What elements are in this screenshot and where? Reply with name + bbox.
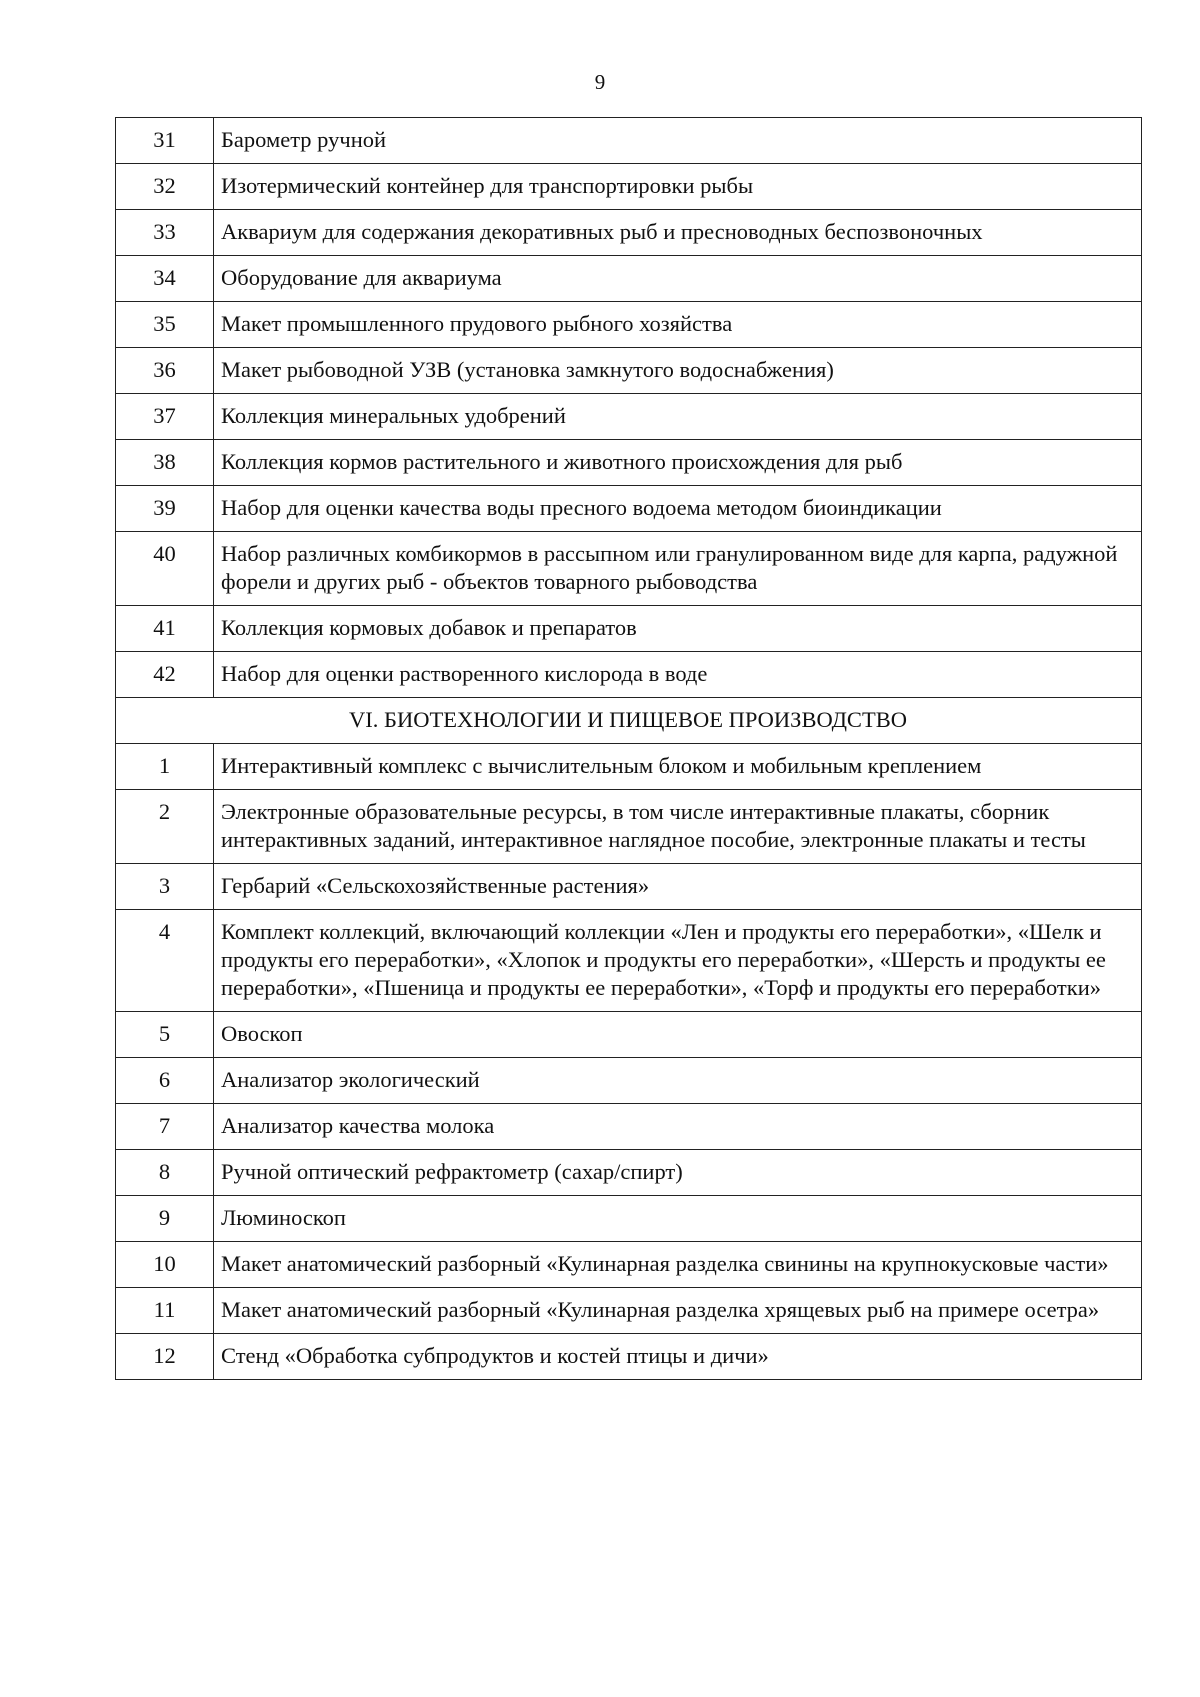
item-name: Изотермический контейнер для транспортировки рыбы — [214, 164, 1142, 210]
table-row — [116, 302, 1142, 348]
item-name: Макет промышленного прудового рыбного хозяйства — [214, 302, 1142, 348]
table-row — [116, 1058, 1142, 1104]
table-row — [116, 606, 1142, 652]
item-number: 39 — [116, 486, 214, 532]
item-name: Комплект коллекций, включающий коллекции «Лен и продукты его переработки», «Шелк и продукты его переработки», «Хлопок и продукты его переработки», «Шерсть и продукты ее переработки», «Пшеница и продукты ее переработки», «Торф и продукты его переработки» — [214, 910, 1142, 1012]
item-name: Набор для оценки качества воды пресного водоема методом биоиндикации — [214, 486, 1142, 532]
item-number: 8 — [116, 1150, 214, 1196]
item-name: Электронные образовательные ресурсы, в том числе интерактивные плакаты, сборник интерактивных заданий, интерактивное наглядное пособие, электронные плакаты и тесты — [214, 790, 1142, 864]
item-number: 10 — [116, 1242, 214, 1288]
item-name: Набор для оценки растворенного кислорода в воде — [214, 652, 1142, 698]
item-number: 7 — [116, 1104, 214, 1150]
item-number: 37 — [116, 394, 214, 440]
table-row — [116, 1288, 1142, 1334]
item-name: Анализатор экологический — [214, 1058, 1142, 1104]
item-number: 6 — [116, 1058, 214, 1104]
page-number: 9 — [594, 70, 606, 94]
table-row — [116, 790, 1142, 864]
table-row — [116, 348, 1142, 394]
item-name: Макет анатомический разборный «Кулинарная разделка свинины на крупнокусковые части» — [214, 1242, 1142, 1288]
item-number: 35 — [116, 302, 214, 348]
table-row — [116, 164, 1142, 210]
table-row — [116, 1012, 1142, 1058]
item-number: 12 — [116, 1334, 214, 1380]
table-row — [116, 1196, 1142, 1242]
table-row — [116, 440, 1142, 486]
item-name: Люминоскоп — [214, 1196, 1142, 1242]
item-name: Макет рыбоводной УЗВ (установка замкнутого водоснабжения) — [214, 348, 1142, 394]
item-name: Интерактивный комплекс с вычислительным блоком и мобильным креплением — [214, 744, 1142, 790]
section-heading: VI. БИОТЕХНОЛОГИИ И ПИЩЕВОЕ ПРОИЗВОДСТВО — [116, 698, 1142, 744]
item-number: 31 — [116, 118, 214, 164]
item-name: Гербарий «Сельскохозяйственные растения» — [214, 864, 1142, 910]
item-number: 5 — [116, 1012, 214, 1058]
item-number: 1 — [116, 744, 214, 790]
item-name: Коллекция кормов растительного и животного происхождения для рыб — [214, 440, 1142, 486]
item-name: Макет анатомический разборный «Кулинарная разделка хрящевых рыб на примере осетра» — [214, 1288, 1142, 1334]
item-name: Овоскоп — [214, 1012, 1142, 1058]
table-row — [116, 256, 1142, 302]
item-number: 32 — [116, 164, 214, 210]
item-name: Ручной оптический рефрактометр (сахар/спирт) — [214, 1150, 1142, 1196]
table-row — [116, 1150, 1142, 1196]
item-number: 4 — [116, 910, 214, 1012]
item-number: 34 — [116, 256, 214, 302]
item-number: 9 — [116, 1196, 214, 1242]
section-heading-row — [116, 698, 1142, 744]
table-row — [116, 532, 1142, 606]
table-row — [116, 652, 1142, 698]
item-name: Коллекция минеральных удобрений — [214, 394, 1142, 440]
item-number: 33 — [116, 210, 214, 256]
equipment-table-body — [116, 118, 1142, 1380]
item-name: Коллекция кормовых добавок и препаратов — [214, 606, 1142, 652]
item-name: Набор различных комбикормов в рассыпном или гранулированном виде для карпа, радужной форели и других рыб - объектов товарного рыбоводства — [214, 532, 1142, 606]
table-row — [116, 210, 1142, 256]
item-number: 11 — [116, 1288, 214, 1334]
item-number: 36 — [116, 348, 214, 394]
item-name: Барометр ручной — [214, 118, 1142, 164]
table-row — [116, 910, 1142, 1012]
table-row — [116, 1334, 1142, 1380]
table-row — [116, 864, 1142, 910]
item-name: Оборудование для аквариума — [214, 256, 1142, 302]
item-number: 41 — [116, 606, 214, 652]
item-number: 42 — [116, 652, 214, 698]
item-number: 38 — [116, 440, 214, 486]
table-row — [116, 1104, 1142, 1150]
item-name: Аквариум для содержания декоративных рыб и пресноводных беспозвоночных — [214, 210, 1142, 256]
table-row — [116, 118, 1142, 164]
item-number: 3 — [116, 864, 214, 910]
table-row — [116, 1242, 1142, 1288]
item-name: Стенд «Обработка субпродуктов и костей птицы и дичи» — [214, 1334, 1142, 1380]
table-row — [116, 486, 1142, 532]
table-row — [116, 744, 1142, 790]
item-number: 2 — [116, 790, 214, 864]
equipment-table — [115, 117, 1142, 1380]
item-name: Анализатор качества молока — [214, 1104, 1142, 1150]
table-row — [116, 394, 1142, 440]
item-number: 40 — [116, 532, 214, 606]
